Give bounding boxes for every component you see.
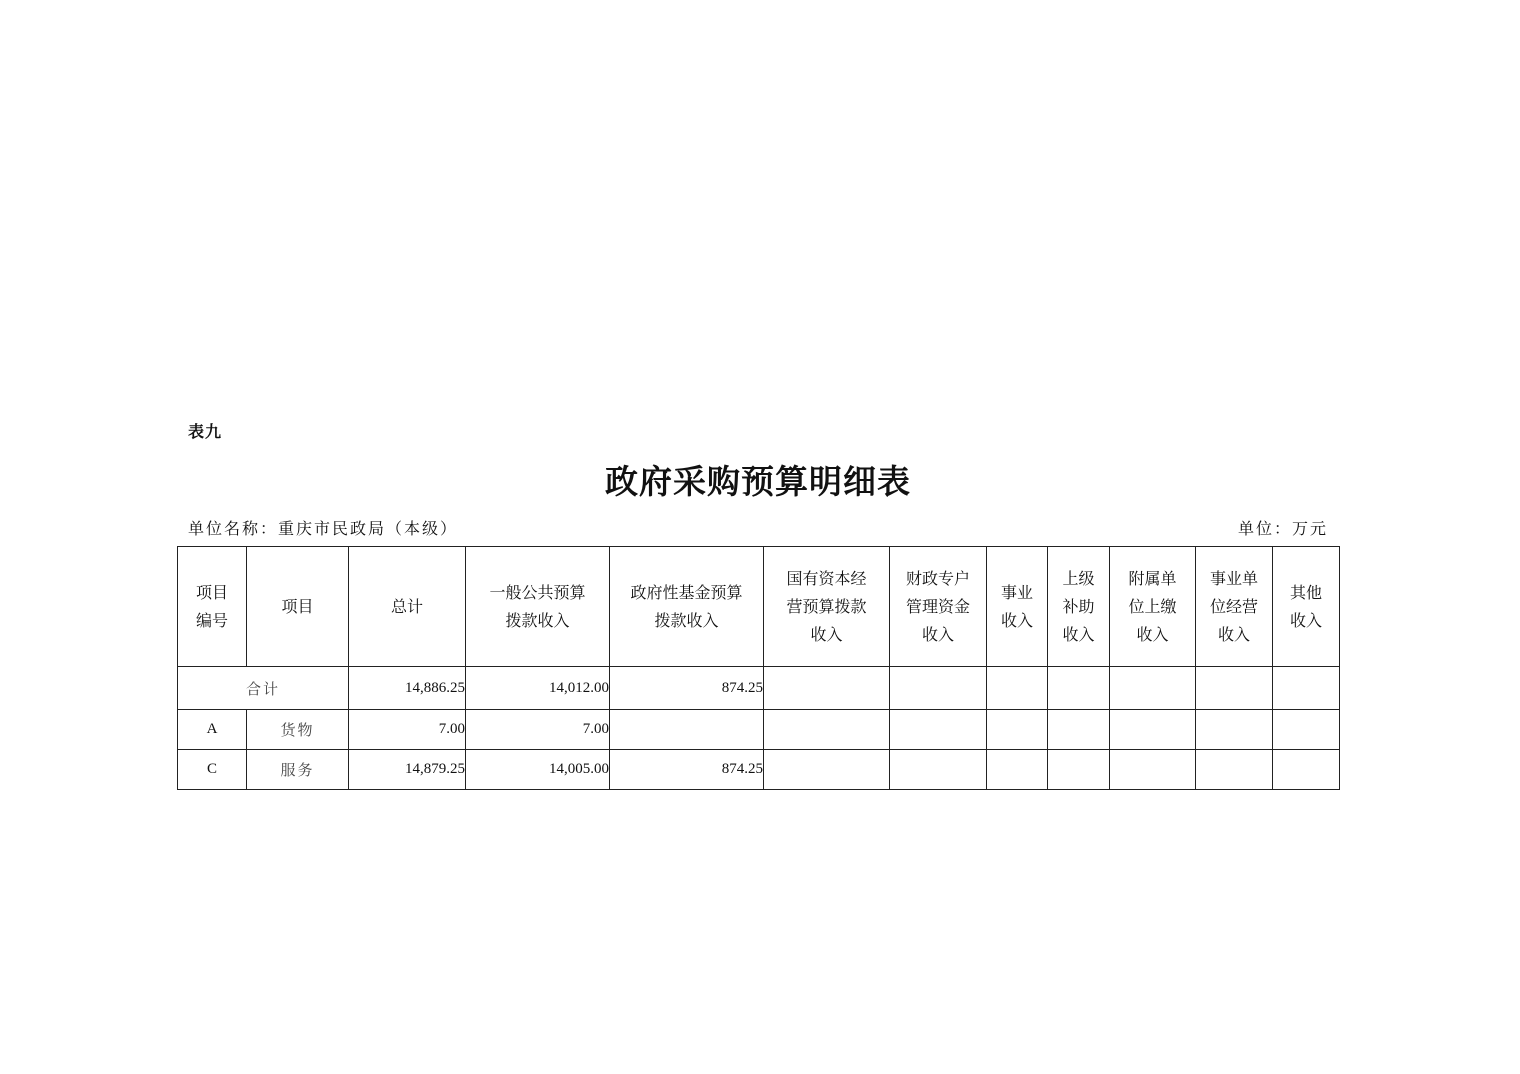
header-item-code: 项目 编号 — [178, 547, 247, 667]
other-income-cell — [1273, 667, 1340, 710]
item-code-cell: A — [178, 710, 247, 750]
page-title: 政府采购预算明细表 — [605, 462, 911, 501]
business-income-cell — [987, 710, 1048, 750]
business-income-cell — [987, 750, 1048, 790]
header-affiliated-income: 附属单 位上缴 收入 — [1110, 547, 1196, 667]
total-cell: 7.00 — [349, 710, 466, 750]
other-income-cell — [1273, 710, 1340, 750]
table-row — [178, 710, 1340, 750]
superior-subsidy-cell — [1048, 667, 1110, 710]
unit-name-label: 单位名称：重庆市民政局（本级） — [188, 519, 459, 538]
table-label: 表九 — [188, 422, 223, 441]
table-header-row — [178, 547, 1340, 667]
total-cell: 14,879.25 — [349, 750, 466, 790]
operating-income-cell — [1196, 667, 1273, 710]
operating-income-cell — [1196, 710, 1273, 750]
item-code-cell: C — [178, 750, 247, 790]
superior-subsidy-cell — [1048, 750, 1110, 790]
currency-unit-label: 单位：万元 — [1237, 519, 1328, 538]
gov-fund-cell: 874.25 — [610, 750, 764, 790]
fiscal-special-cell — [890, 710, 987, 750]
affiliated-income-cell — [1110, 667, 1196, 710]
header-other-income: 其他 收入 — [1273, 547, 1340, 667]
header-general-budget: 一般公共预算 拨款收入 — [466, 547, 610, 667]
gov-fund-cell — [610, 710, 764, 750]
superior-subsidy-cell — [1048, 710, 1110, 750]
affiliated-income-cell — [1110, 710, 1196, 750]
header-business-income: 事业 收入 — [987, 547, 1048, 667]
operating-income-cell — [1196, 750, 1273, 790]
item-name-cell: 货物 — [247, 710, 349, 750]
general-budget-cell: 14,005.00 — [466, 750, 610, 790]
gov-fund-cell: 874.25 — [610, 667, 764, 710]
procurement-budget-table — [177, 546, 1340, 790]
header-state-capital: 国有资本经 营预算拨款 收入 — [764, 547, 890, 667]
state-capital-cell — [764, 750, 890, 790]
total-cell: 14,886.25 — [349, 667, 466, 710]
header-superior-subsidy: 上级 补助 收入 — [1048, 547, 1110, 667]
total-label: 合计 — [178, 667, 349, 710]
general-budget-cell: 7.00 — [466, 710, 610, 750]
item-name-cell: 服务 — [247, 750, 349, 790]
table-row — [178, 750, 1340, 790]
other-income-cell — [1273, 750, 1340, 790]
state-capital-cell — [764, 710, 890, 750]
header-total: 总计 — [349, 547, 466, 667]
header-fiscal-special: 财政专户 管理资金 收入 — [890, 547, 987, 667]
affiliated-income-cell — [1110, 750, 1196, 790]
header-operating-income: 事业单 位经营 收入 — [1196, 547, 1273, 667]
state-capital-cell — [764, 667, 890, 710]
business-income-cell — [987, 667, 1048, 710]
header-item: 项目 — [247, 547, 349, 667]
fiscal-special-cell — [890, 667, 987, 710]
fiscal-special-cell — [890, 750, 987, 790]
table-total-row — [178, 667, 1340, 710]
header-gov-fund: 政府性基金预算 拨款收入 — [610, 547, 764, 667]
general-budget-cell: 14,012.00 — [466, 667, 610, 710]
